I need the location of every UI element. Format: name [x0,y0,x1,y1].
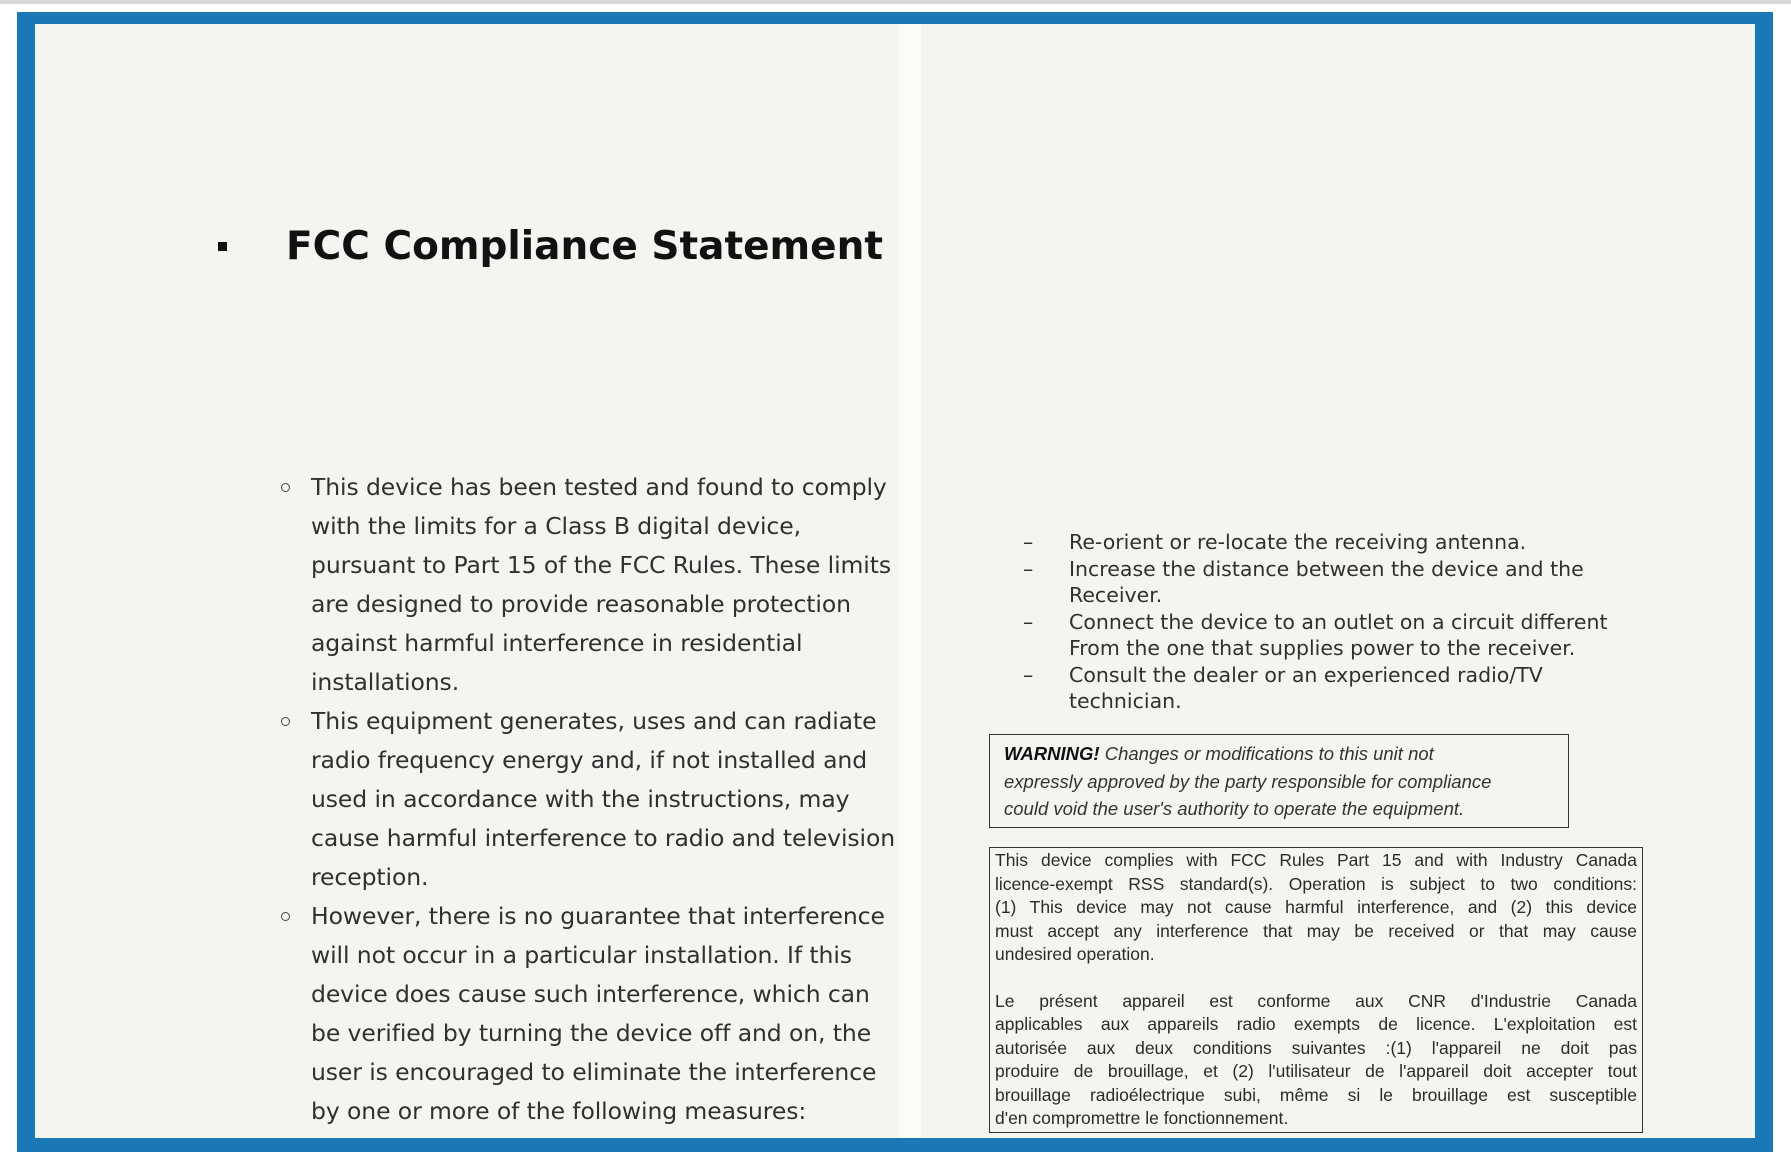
measure-line: Re-orient or re-locate the receiving antenna. [1069,530,1527,554]
list-item-text [311,897,901,1131]
industry-canada-statement [989,847,1643,1133]
section-heading [218,224,883,269]
ic-french-line: d'en compromettre le fonctionnement. [995,1108,1289,1128]
top-rule [0,0,1791,4]
measure-text [1069,662,1663,715]
list-item-line: against harmful interference in residential [311,629,803,657]
measure-line: technician. [1069,689,1182,713]
list-item-text [311,702,901,897]
dash-bullet: – [1023,556,1034,581]
ic-english-line: licence-exempt RSS standard(s). Operation is subject to two conditions: [995,873,1637,894]
list-item-text [311,468,901,702]
measure-line: From the one that supplies power to the receiver. [1069,636,1576,660]
list-item-line: pursuant to Part 15 of the FCC Rules. These limits [311,551,891,579]
document-frame [17,12,1773,1152]
list-item-line: are designed to provide reasonable protection [311,590,851,618]
dash-bullet: – [1023,609,1034,634]
measure-line: Connect the device to an outlet on a circuit different [1069,609,1608,634]
ic-french-line: produire de brouillage, et (2) l'utilisateur de l'appareil doit accepter tout [995,1061,1637,1081]
hollow-circle-bullet-icon [281,912,290,921]
ic-english-line: This device complies with FCC Rules Part 15 and with Industry Canada [995,850,1637,870]
warning-box [989,734,1569,828]
warning-line: Changes or modifications to this unit not [1099,743,1434,764]
list-item-line: device does cause such interference, which can [311,980,870,1008]
compliance-bullet-list [241,468,901,1131]
warning-label: WARNING! [1004,743,1100,764]
measure-text [1069,609,1663,662]
ic-english-line: undesired operation. [995,944,1155,964]
warning-line: expressly approved by the party responsible for compliance [1004,770,1492,792]
section-title: FCC Compliance Statement [286,224,884,269]
list-item-line: However, there is no guarantee that interference [311,902,885,930]
dash-bullet: – [1023,662,1034,687]
ic-french-line: autorisée aux deux conditions suivantes :(1) l'appareil ne doit pas [995,1037,1637,1058]
ic-statement-english [995,849,1637,967]
list-item-line: will not occur in a particular installation. If this [311,941,852,969]
left-page [35,24,899,1138]
list-item-line: installations. [311,668,460,696]
ic-french-line: applicables aux appareils radio exempts de licence. L'exploitation est [995,1014,1637,1034]
ic-french-line: brouillage radioélectrique subi, même si le brouillage est susceptible [995,1084,1637,1105]
measure-item [1023,609,1663,662]
measure-text [1069,556,1663,609]
list-item [241,897,901,1131]
measure-item [1023,662,1663,715]
right-page [921,24,1755,1138]
measure-item [1023,556,1663,609]
hollow-circle-bullet-icon [281,483,290,492]
measure-line: Increase the distance between the device and the [1069,556,1584,581]
ic-english-line: must accept any interference that may be received or that may cause [995,920,1637,941]
square-bullet-icon [218,242,227,251]
list-item [241,702,901,897]
list-item-line: cause harmful interference to radio and television [311,824,896,852]
interference-measures-list [1023,529,1663,715]
list-item-line: This equipment generates, uses and can radiate [311,707,877,735]
list-item-line: reception. [311,863,429,891]
list-item-line: radio frequency energy and, if not installed and [311,746,868,774]
list-item-line: with the limits for a Class B digital device, [311,512,801,540]
list-item-line: This device has been tested and found to comply [311,473,887,501]
list-item [241,468,901,702]
warning-line: could void the user's authority to operate the equipment. [1004,798,1465,819]
measure-text [1069,529,1663,556]
paragraph-spacer [995,967,1637,990]
list-item-line: by one or more of the following measures: [311,1097,807,1125]
hollow-circle-bullet-icon [281,717,290,726]
measure-line: Consult the dealer or an experienced radio/TV [1069,662,1543,687]
dash-bullet: – [1023,530,1034,554]
list-item-line: used in accordance with the instructions, may [311,785,850,813]
measure-item [1023,529,1663,556]
list-item-line: be verified by turning the device off and on, the [311,1019,872,1047]
measure-line: Receiver. [1069,583,1163,607]
ic-statement-french [995,990,1637,1131]
page-gutter [899,24,921,1138]
ic-french-line: Le présent appareil est conforme aux CNR d'Industrie Canada [995,990,1637,1011]
list-item-line: user is encouraged to eliminate the interference [311,1058,877,1086]
ic-english-line: (1) This device may not cause harmful interference, and (2) this device [995,897,1637,917]
